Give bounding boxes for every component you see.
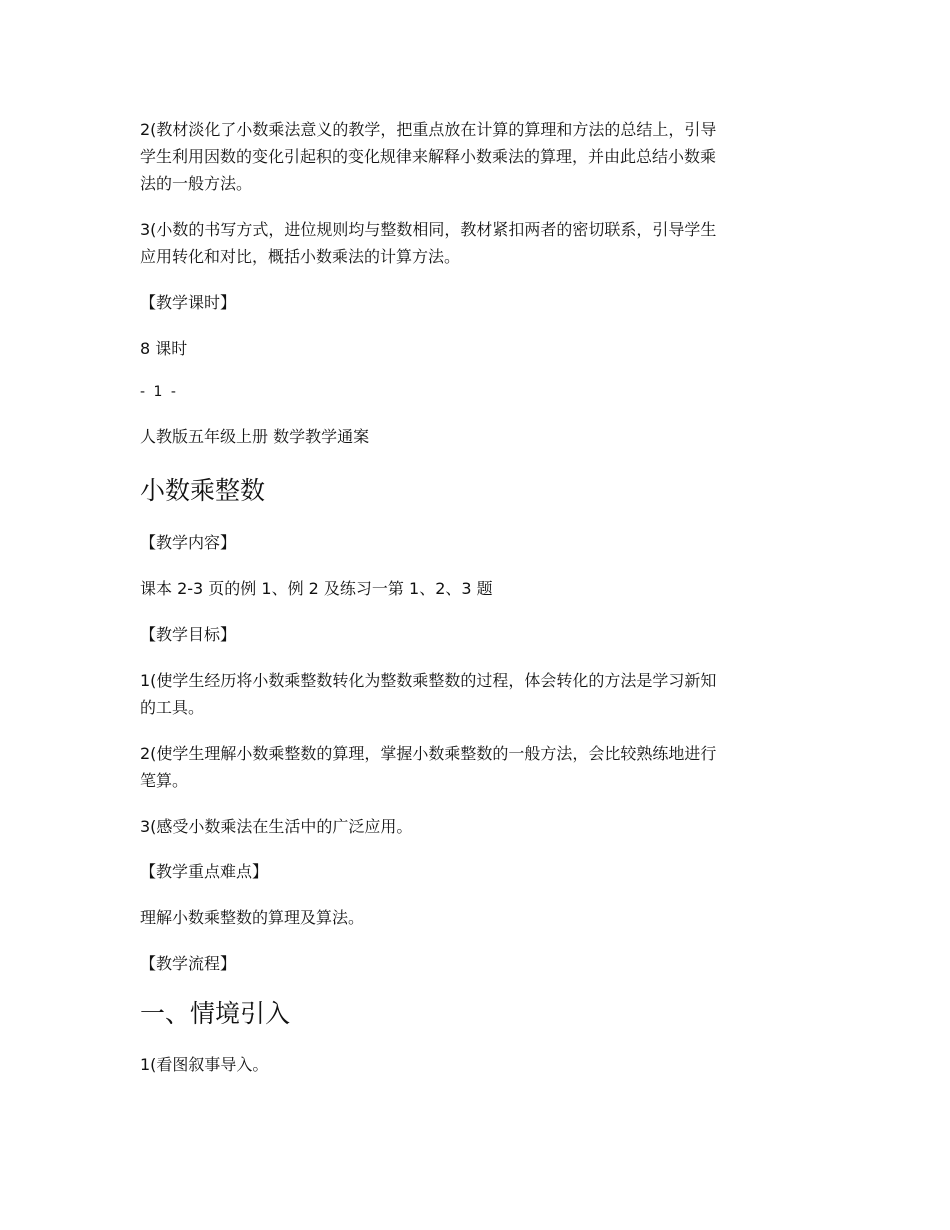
running-header: 人教版五年级上册 数学教学通案 — [140, 427, 370, 446]
goal-item-2 — [140, 740, 805, 794]
text-line: 法的一般方法。 — [140, 174, 253, 193]
lesson-title: 小数乘整数 — [140, 476, 266, 505]
intro-paragraph-3 — [140, 216, 805, 270]
text-line: 的工具。 — [140, 698, 205, 717]
text-line: 笔算。 — [140, 771, 189, 790]
text-line: 3(感受小数乘法在生活中的广泛应用。 — [140, 817, 413, 836]
step-one-item: 1(看图叙事导入。 — [140, 1055, 269, 1074]
text-line: 应用转化和对比，概括小数乘法的计算方法。 — [140, 247, 461, 266]
section-heading-goals: 【教学目标】 — [140, 625, 237, 644]
section-heading-key-points: 【教学重点难点】 — [140, 862, 269, 881]
text-line: 3(小数的书写方式，进位规则均与整数相同，教材紧扣两者的密切联系，引导学生 — [140, 220, 717, 239]
text-line: 学生利用因数的变化引起积的变化规律来解释小数乘法的算理，并由此总结小数乘 — [140, 147, 717, 166]
teaching-hours-value: 8 课时 — [140, 339, 188, 358]
section-heading-process: 【教学流程】 — [140, 954, 237, 973]
page-number: - 1 - — [140, 384, 178, 400]
intro-paragraph-2 — [140, 116, 805, 197]
text-line: 2(教材淡化了小数乘法意义的教学，把重点放在计算的算理和方法的总结上，引导 — [140, 120, 717, 139]
goal-item-1 — [140, 667, 805, 721]
step-one-heading: 一、情境引入 — [140, 999, 291, 1028]
goal-item-3 — [140, 813, 805, 840]
section-heading-teaching-hours: 【教学课时】 — [140, 293, 237, 312]
section-heading-content: 【教学内容】 — [140, 533, 237, 552]
key-points-text: 理解小数乘整数的算理及算法。 — [140, 908, 365, 927]
content-text: 课本 2-3 页的例 1、例 2 及练习一第 1、2、3 题 — [140, 579, 493, 598]
text-line: 2(使学生理解小数乘整数的算理，掌握小数乘整数的一般方法，会比较熟练地进行 — [140, 744, 717, 763]
text-line: 1(使学生经历将小数乘整数转化为整数乘整数的过程，体会转化的方法是学习新知 — [140, 671, 717, 690]
